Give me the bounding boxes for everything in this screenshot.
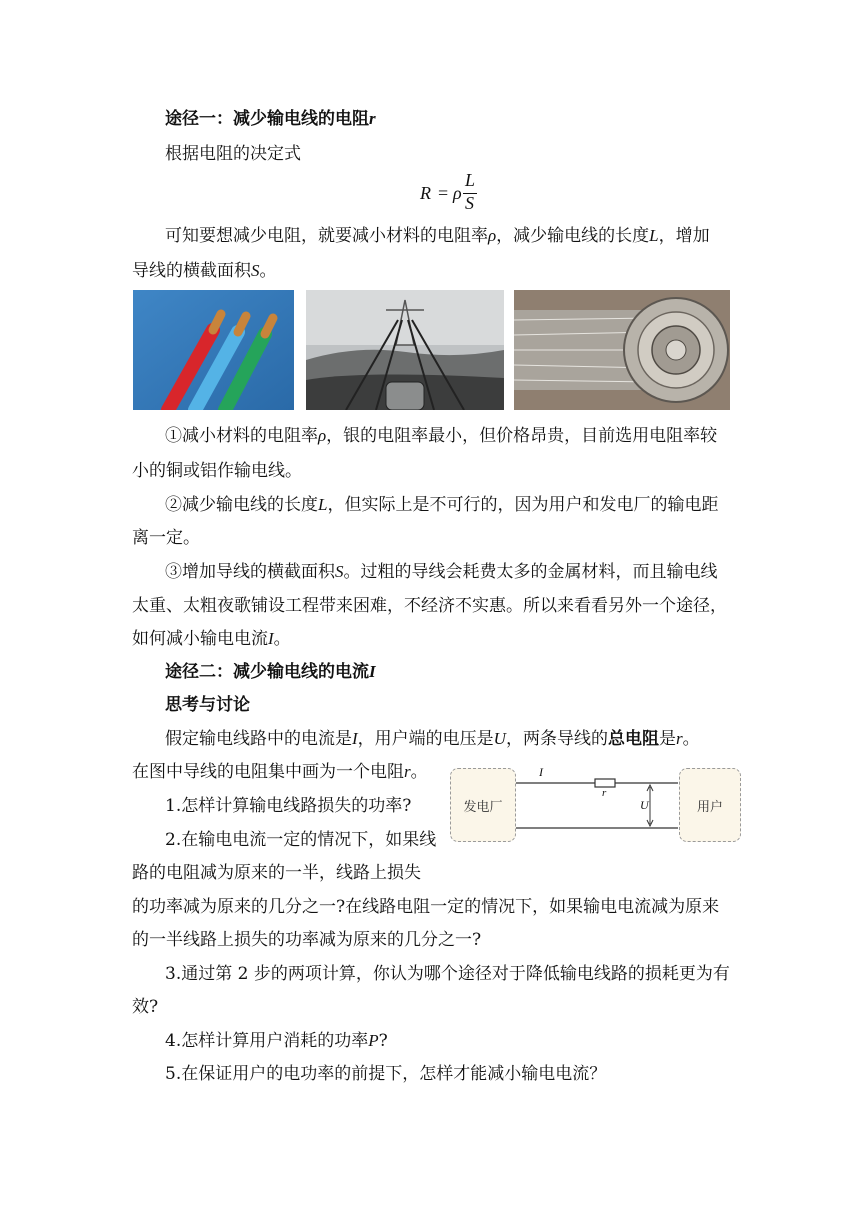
resistance-formula: R = ρ L S	[420, 170, 476, 213]
question-3: 3.通过第 2 步的两项计算，你认为哪个途径对于降低输电线路的损耗更为有	[165, 964, 730, 984]
discussion-heading: 思考与讨论	[165, 695, 250, 715]
paragraph-text: 根据电阻的决定式	[165, 144, 301, 164]
paragraph-text: 如何减小输电电流I。	[132, 629, 291, 649]
paragraph-text: 假定输电线路中的电流是I，用户端的电压是U，两条导线的总电阻是r。	[165, 729, 700, 749]
paragraph-text: 导线的横截面积S。	[132, 261, 277, 281]
power-plant-box: 发电厂	[450, 768, 516, 842]
question-3-cont: 效?	[132, 997, 159, 1017]
paragraph-text: ②减少输电线的长度L，但实际上是不可行的，因为用户和发电厂的输电距	[165, 495, 719, 515]
user-box: 用户	[679, 768, 741, 842]
stranded-cable-photo	[514, 290, 730, 410]
paragraph-text: ①减小材料的电阻率ρ，银的电阻率最小，但价格昂贵，目前选用电阻率较	[165, 426, 718, 446]
paragraph-text: 小的铜或铝作输电线。	[132, 461, 302, 481]
paragraph-text: ③增加导线的横截面积S。过粗的导线会耗费太多的金属材料，而且输电线	[165, 562, 718, 582]
paragraph-text: 可知要想减少电阻，就要减小材料的电阻率ρ，减少输电线的长度L，增加	[165, 226, 710, 246]
question-2-cont: 的功率减为原来的几分之一?在线路电阻一定的情况下，如果输电电流减为原来	[132, 897, 720, 917]
question-5: 5.在保证用户的电功率的前提下，怎样才能减小输电电流？	[165, 1064, 607, 1084]
current-label: I	[539, 765, 543, 779]
paragraph-text: 在图中导线的电阻集中画为一个电阻r。	[132, 762, 428, 782]
power-line-tower-photo	[306, 290, 504, 410]
colored-wires-photo	[133, 290, 294, 410]
question-2: 2.在输电电流一定的情况下，如果线	[165, 830, 437, 850]
question-2-cont: 路的电阻减为原来的一半，线路上损失	[132, 863, 421, 883]
section-title-path-two: 途径二：减少输电线的电流I	[165, 662, 376, 682]
resistor-label: r	[602, 787, 607, 799]
section-title-path-one: 途径一：减少输电线的电阻r	[165, 109, 376, 129]
question-4: 4.怎样计算用户消耗的功率P?	[165, 1031, 388, 1051]
voltage-label: U	[640, 798, 649, 812]
circuit-diagram	[450, 765, 742, 845]
paragraph-text: 离一定。	[132, 528, 200, 548]
question-1: 1.怎样计算输电线路损失的功率?	[165, 796, 412, 816]
question-2-cont: 的一半线路上损失的功率减为原来的几分之一?	[132, 930, 482, 950]
paragraph-text: 太重、太粗夜歌铺设工程带来困难，不经济不实惠。所以来看看另外一个途径，	[132, 596, 727, 616]
